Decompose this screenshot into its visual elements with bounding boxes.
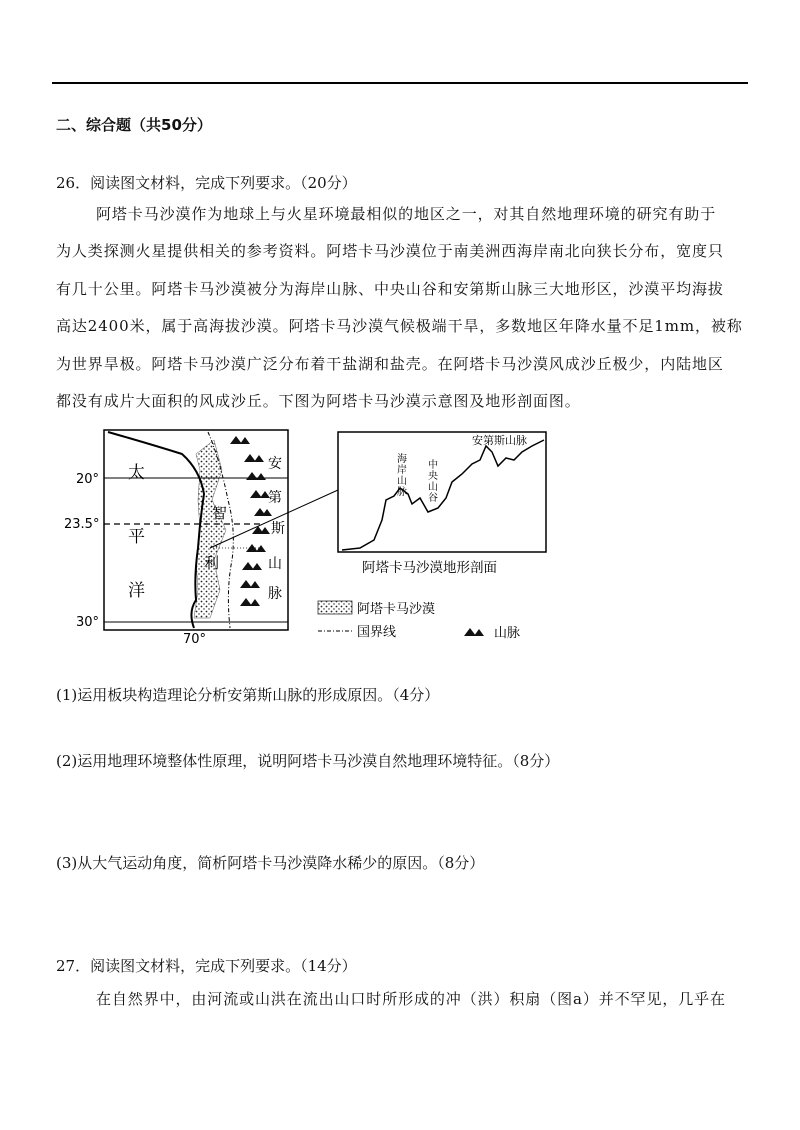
q26-sub1: (1)运用板块构造理论分析安第斯山脉的形成原因。（4分） xyxy=(56,686,440,704)
q26-paragraph-line: 有几十公里。阿塔卡马沙漠被分为海岸山脉、中央山谷和安第斯山脉三大地形区，沙漠平均海拔 xyxy=(56,279,724,298)
legend-desert-label: 阿塔卡马沙漠 xyxy=(357,602,436,617)
lat-label-23-5: 23.5° xyxy=(64,517,100,532)
legend-mountain-icon xyxy=(464,628,484,636)
legend-border-label: 国界线 xyxy=(357,625,397,640)
lon-label-70: 70° xyxy=(183,632,207,647)
section-heading: 二、综合题（共50分） xyxy=(56,116,212,134)
country-label: 智 xyxy=(212,504,228,522)
q27-title: 27．阅读图文材料，完成下列要求。（14分） xyxy=(56,957,357,975)
ocean-label: 太 xyxy=(128,463,145,483)
svg-text:山: 山 xyxy=(428,482,438,493)
legend-desert-swatch xyxy=(318,601,352,614)
range-label: 山 xyxy=(268,556,282,572)
profile-frame xyxy=(338,432,546,552)
q27-paragraph-line: 在自然界中，由河流或山洪在流出山口时所形成的冲（洪）积扇（图a）并不罕见，几乎在 xyxy=(96,990,726,1008)
profile-caption: 阿塔卡马沙漠地形剖面 xyxy=(362,560,497,576)
q26-paragraph-line: 为人类探测火星提供相关的参考资料。阿塔卡马沙漠位于南美洲西海岸南北向狭长分布，宽度只 xyxy=(56,242,724,261)
range-label: 安 xyxy=(268,456,282,472)
legend-mountain-label: 山脉 xyxy=(494,626,521,641)
q26-sub2: (2)运用地理环境整体性原理，说明阿塔卡马沙漠自然地理环境特征。（8分） xyxy=(56,752,560,770)
lat-label-20: 20° xyxy=(76,472,100,487)
q26-title: 26．阅读图文材料，完成下列要求。（20分） xyxy=(56,174,357,192)
q26-paragraph-line: 都没有成片大面积的风成沙丘。下图为阿塔卡马沙漠示意图及地形剖面图。 xyxy=(56,392,581,411)
q26-sub3: (3)从大气运动角度，简析阿塔卡马沙漠降水稀少的原因。（8分） xyxy=(56,854,485,872)
svg-text:海: 海 xyxy=(397,454,407,465)
svg-text:岸: 岸 xyxy=(397,465,407,476)
svg-text:谷: 谷 xyxy=(428,493,438,504)
lat-label-30: 30° xyxy=(76,615,100,630)
q26-paragraph-line: 为世界旱极。阿塔卡马沙漠广泛分布着干盐湖和盐壳。在阿塔卡马沙漠风成沙丘极少，内陆地区 xyxy=(56,354,724,373)
header-rule xyxy=(52,82,748,84)
ocean-label: 平 xyxy=(128,527,145,547)
q26-paragraph-line: 高达2400米，属于高海拔沙漠。阿塔卡马沙漠气候极端干旱，多数地区年降水量不足1mm，被称 xyxy=(56,317,743,336)
atacama-figure xyxy=(0,420,800,655)
svg-text:脉: 脉 xyxy=(397,487,407,498)
q26-paragraph-line: 阿塔卡马沙漠作为地球上与火星环境最相似的地区之一，对其自然地理环境的研究有助于 xyxy=(96,205,717,223)
profile-label-andes: 安第斯山脉 xyxy=(472,434,527,447)
q26-paragraph xyxy=(56,196,748,420)
svg-text:中: 中 xyxy=(428,460,438,471)
range-label: 斯 xyxy=(271,521,285,537)
range-label: 脉 xyxy=(268,586,282,602)
ocean-label: 洋 xyxy=(128,581,145,601)
range-label: 第 xyxy=(268,490,282,506)
country-label: 利 xyxy=(204,554,220,572)
profile-label-coastal xyxy=(397,452,407,498)
svg-text:央: 央 xyxy=(428,471,438,482)
profile-label-valley xyxy=(428,458,438,504)
svg-text:山: 山 xyxy=(397,476,407,487)
